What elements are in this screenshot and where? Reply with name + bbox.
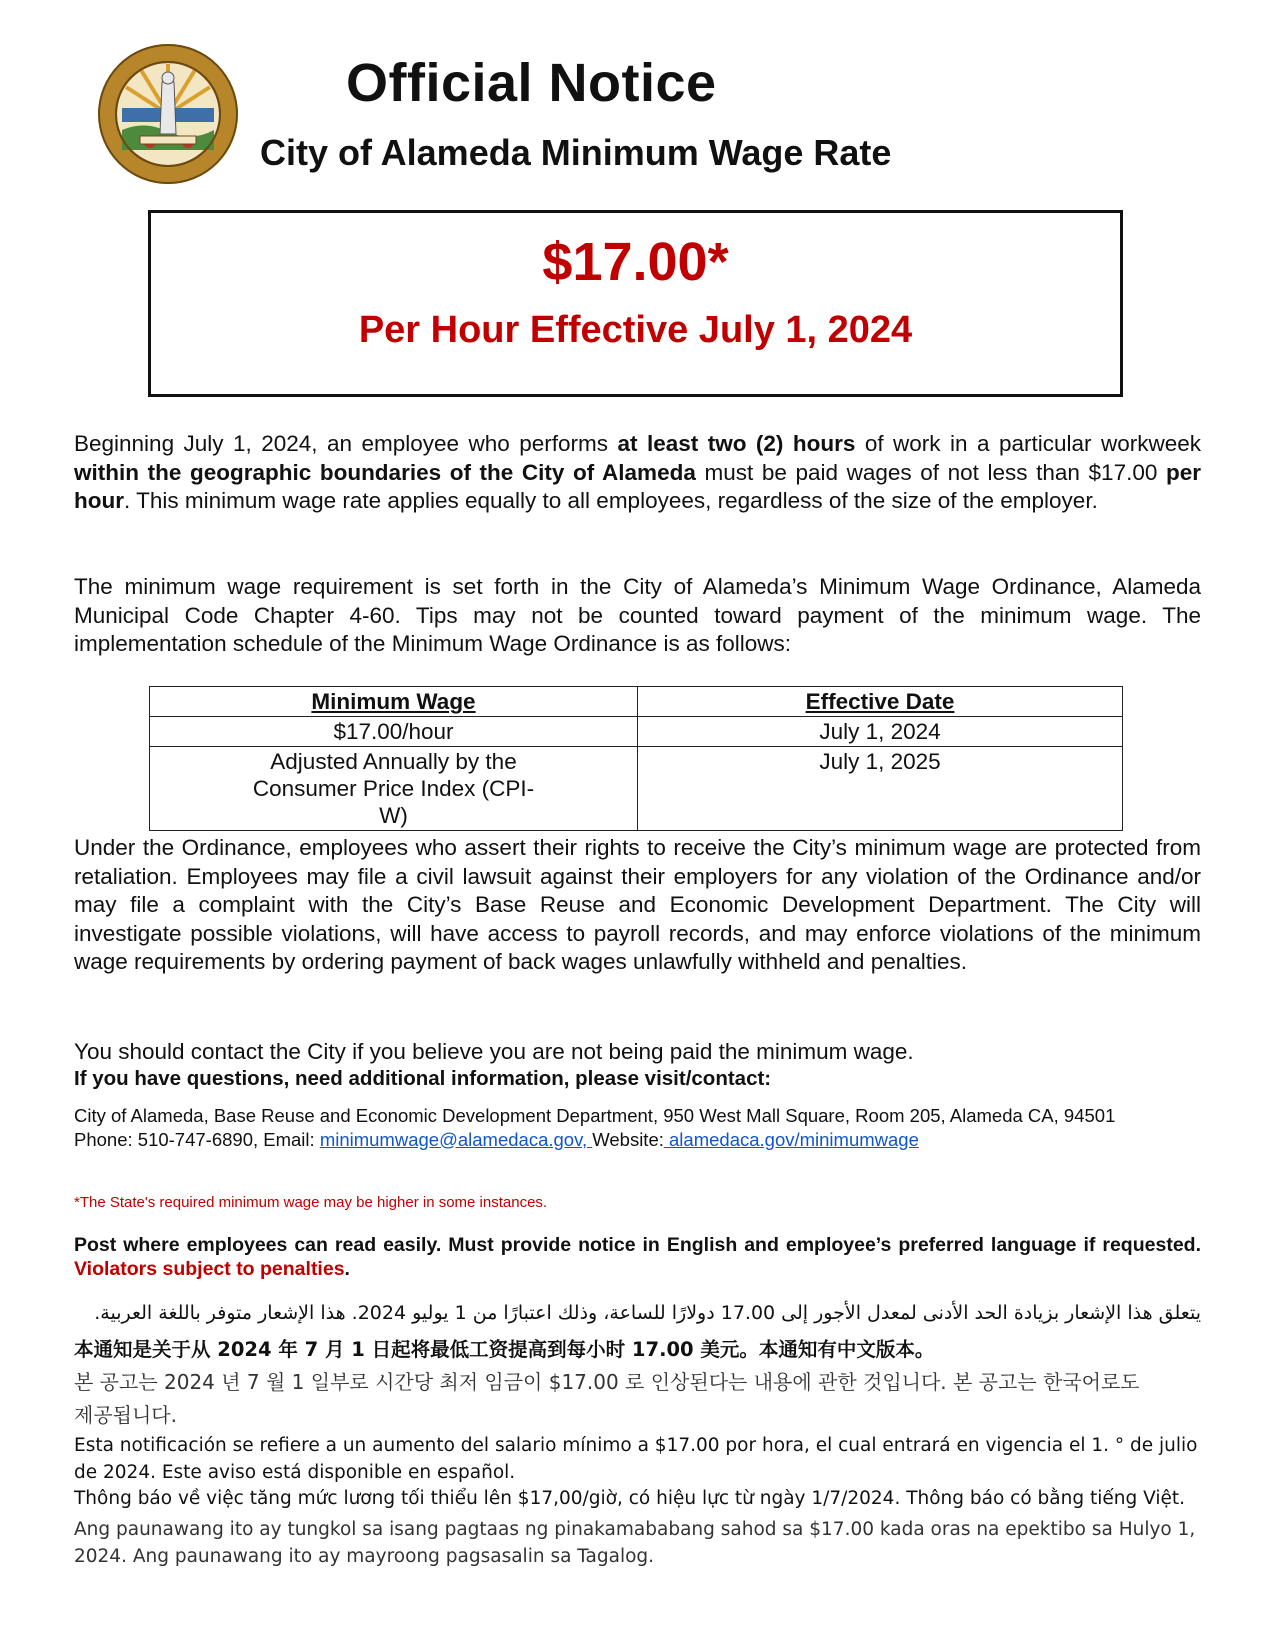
- wage-schedule-table: [149, 686, 1123, 831]
- rate-effective-date: Per Hour Effective July 1, 2024: [358, 309, 913, 351]
- translation-korean: 본 공고는 2024 년 7 월 1 일부로 시간당 최저 임금이 $17.00 로 인상된다는 내용에 관한 것입니다. 본 공고는 한국어로도 제공됩니다.: [74, 1370, 1140, 1427]
- column-header-effective-date: Effective Date: [638, 687, 1123, 717]
- city-seal-icon: [96, 42, 240, 186]
- table-row: [150, 747, 1123, 831]
- translation-vietnamese: Thông báo về việc tăng mức lương tối thiểu lên $17,00/giờ, có hiệu lực từ ngày 1/7/2024. Thông báo có bằng tiếng Việt.: [74, 1488, 1186, 1509]
- cell-wage: $17.00/hour: [150, 717, 638, 747]
- cell-wage: Adjusted Annually by the Consumer Price Index (CPI-W): [150, 747, 638, 831]
- contact-line: Phone: 510-747-6890, Email: minimumwage@alamedaca.gov, Website: alamedaca.gov/minimumwage: [74, 1128, 919, 1150]
- state-wage-footnote: *The State's required minimum wage may be higher in some instances.: [74, 1194, 548, 1211]
- page-title: Official Notice: [346, 53, 717, 113]
- translation-chinese: 本通知是关于从 2024 年 7 月 1 日起将最低工资提高到每小时 17.00 美元。本通知有中文版本。: [74, 1338, 935, 1361]
- table-header-row: [150, 687, 1123, 717]
- translation-spanish: Esta notificación se refiere a un aumento del salario mínimo a $17.00 por hora, el cual entrará en vigencia el 1. ° de julio de 2024. Este aviso está disponible en español.: [74, 1435, 1198, 1483]
- contact-city-paragraph: You should contact the City if you believe you are not being paid the minimum wage.: [74, 1039, 914, 1064]
- questions-heading: If you have questions, need additional information, please visit/contact:: [74, 1067, 772, 1090]
- email-link[interactable]: minimumwage@alamedaca.gov,: [319, 1128, 593, 1150]
- page-subtitle: City of Alameda Minimum Wage Rate: [260, 132, 892, 173]
- translation-arabic: يتعلق هذا الإشعار بزيادة الحد الأدنى لمعدل الأجور إلى 17.00 دولارًا للساعة، وذلك اعتبارًا من 1 يوليو 2024. هذا الإشعار متوفر باللغة العربية.: [94, 1302, 1201, 1324]
- retaliation-paragraph: Under the Ordinance, employees who assert their rights to receive the City’s minimum wage are protected from retaliation. Employees may file a civil lawsuit against their employers for any violation of the Ordinance and/or may file a complaint with the City’s Base Reuse and Economic Development Department. The City will investigate possible violations, will have access to payroll records, and may enforce violations of the minimum wage requirements by ordering payment of back wages unlawfully withheld and penalties.: [74, 835, 1201, 974]
- posting-requirements: Post where employees can read easily. Must provide notice in English and employee’s preferred language if requested. Violators subject to penalties.: [74, 1234, 1201, 1280]
- rate-amount: $17.00*: [542, 232, 729, 292]
- penalty-warning: Violators subject to penalties: [74, 1258, 345, 1280]
- intro-paragraph: Beginning July 1, 2024, an employee who performs at least two (2) hours of work in a particular workweek within the geographic boundaries of the City of Alameda must be paid wages of not less than $17.00 per hour. This minimum wage rate applies equally to all employees, regardless of the size of the employer.: [74, 431, 1201, 513]
- translation-tagalog: Ang paunawang ito ay tungkol sa isang pagtaas ng pinakamababang sahod sa $17.00 kada oras na epektibo sa Hulyo 1, 2024. Ang paunawang ito ay mayroong pagsasalin sa Tagalog.: [74, 1519, 1196, 1567]
- table-row: [150, 717, 1123, 747]
- cell-date: July 1, 2024: [638, 717, 1123, 747]
- rate-box: [148, 210, 1123, 397]
- website-link[interactable]: alamedaca.gov/minimumwage: [663, 1128, 919, 1150]
- cell-date: July 1, 2025: [638, 747, 1123, 831]
- ordinance-paragraph: The minimum wage requirement is set forth in the City of Alameda’s Minimum Wage Ordinance, Alameda Municipal Code Chapter 4-60. Tips may not be counted toward payment of the minimum wage. The implementation schedule of the Minimum Wage Ordinance is as follows:: [74, 574, 1201, 656]
- contact-info: [74, 1104, 1201, 1151]
- column-header-minimum-wage: Minimum Wage: [150, 687, 638, 717]
- contact-address: City of Alameda, Base Reuse and Economic Development Department, 950 West Mall Square, Room 205, Alameda CA, 94501: [74, 1105, 1116, 1126]
